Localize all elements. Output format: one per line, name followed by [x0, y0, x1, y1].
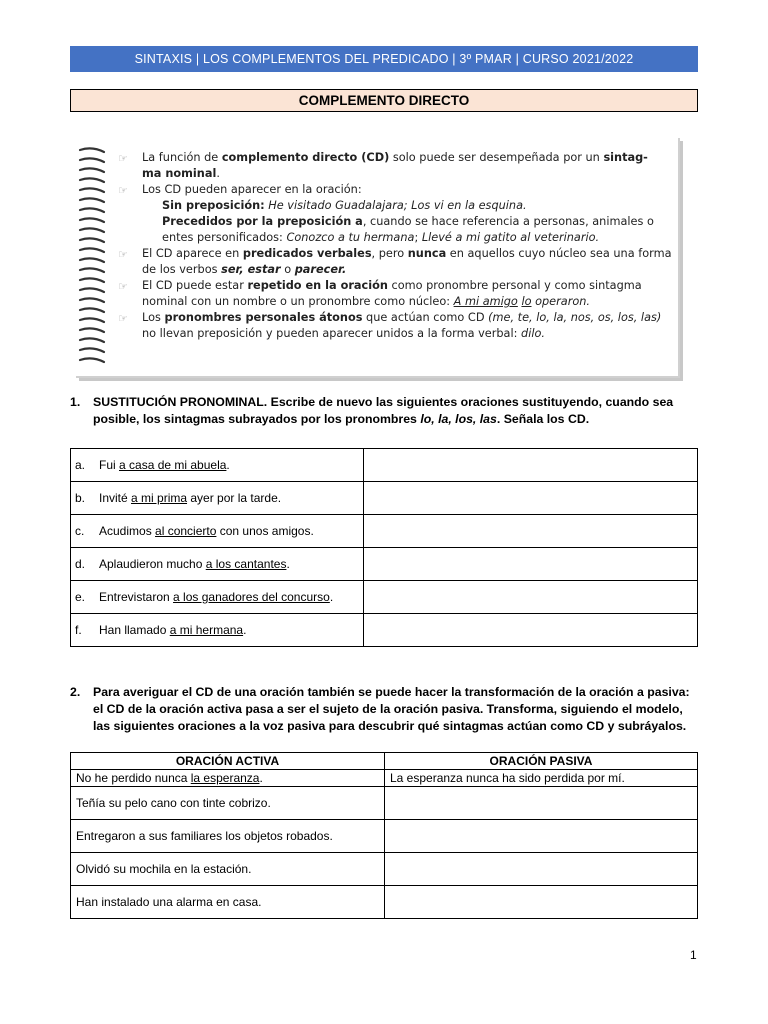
row-letter: b. [75, 491, 86, 505]
column-header-active: ORACIÓN ACTIVA [71, 753, 385, 770]
answer-cell[interactable] [364, 515, 698, 548]
answer-cell[interactable] [364, 581, 698, 614]
table-row [71, 820, 698, 853]
exercise2-table [70, 752, 698, 919]
passive-answer-cell[interactable] [385, 886, 698, 919]
section-title-text: COMPLEMENTO DIRECTO [298, 93, 470, 108]
row-letter: e. [75, 590, 86, 604]
hand-pointer-icon: ☞ [118, 248, 128, 261]
model-row [71, 770, 698, 787]
sentence-cell: e. Entrevistaron a los ganadores del concurso. [71, 581, 364, 614]
table-row [71, 614, 698, 647]
row-letter: f. [75, 623, 82, 637]
exercise2-instruction [70, 684, 700, 735]
theory-subitem: Precedidos por la preposición a, cuando se hace referencia a personas, animales o entes personificados: Conozco a tu hermana; Llevé a mi gatito al veterinario. [162, 215, 654, 244]
active-sentence-cell: Entregaron a sus familiares los objetos robados. [71, 820, 385, 853]
hand-pointer-icon: ☞ [118, 280, 128, 293]
hand-pointer-icon: ☞ [118, 312, 128, 325]
hand-pointer-icon: ☞ [118, 152, 128, 165]
sentence-cell: c. Acudimos al concierto con unos amigos. [71, 515, 364, 548]
active-sentence-cell: Han instalado una alarma en casa. [71, 886, 385, 919]
row-letter: d. [75, 557, 86, 571]
hand-pointer-icon: ☞ [118, 184, 128, 197]
sentence-cell: f. Han llamado a mi hermana. [71, 614, 364, 647]
exercise2-number: 2. [70, 685, 81, 699]
theory-item: ☞ El CD aparece en predicados verbales, pero nunca en aquellos cuyo núcleo sea una forma de los verbos ser, estar o parecer. [118, 247, 672, 276]
answer-cell[interactable] [364, 614, 698, 647]
sentence-cell: b. Invité a mi prima ayer por la tarde. [71, 482, 364, 515]
exercise1-text: SUSTITUCIÓN PRONOMINAL. Escribe de nuevo las siguientes oraciones sustituyendo, cuando sea posible, los sintagmas subrayados por los pronombres lo, la, los, las. Señala los CD. [93, 395, 674, 426]
answer-cell[interactable] [364, 482, 698, 515]
exercise1-instruction [70, 394, 700, 428]
theory-text [116, 150, 672, 342]
table-row [71, 581, 698, 614]
theory-notebook-image [76, 138, 680, 378]
table-row [71, 515, 698, 548]
answer-cell[interactable] [364, 449, 698, 482]
answer-cell[interactable] [364, 548, 698, 581]
model-active-cell: No he perdido nunca la esperanza. [71, 770, 385, 787]
table-row [71, 482, 698, 515]
theory-item: ☞ La función de complemento directo (CD) solo puede ser desempeñada por un sintag- ma nominal. [118, 151, 648, 180]
table-row [71, 853, 698, 886]
row-letter: c. [75, 524, 85, 538]
page-number: 1 [690, 948, 697, 962]
exercise2-text: Para averiguar el CD de una oración también se puede hacer la transformación de la oración a pasiva: el CD de la oración activa pasa a ser el sujeto de la oración pasiva. Transforma, siguiendo el modelo, las siguientes oraciones a la voz pasiva para descubrir qué sintagmas actúan como CD y subráyalos. [93, 685, 690, 733]
passive-answer-cell[interactable] [385, 853, 698, 886]
passive-answer-cell[interactable] [385, 787, 698, 820]
table-row [71, 886, 698, 919]
theory-item: ☞ El CD puede estar repetido en la oración como pronombre personal y como sintagma nominal con un nombre o un pronombre como núcleo: A mi amigo lo operaron. [118, 279, 642, 308]
exercise1-table [70, 448, 698, 647]
column-header-passive: ORACIÓN PASIVA [385, 753, 698, 770]
sentence-cell: d. Aplaudieron mucho a los cantantes. [71, 548, 364, 581]
table-row [71, 449, 698, 482]
notebook-spiral-icon [76, 144, 110, 370]
section-title [70, 89, 698, 112]
document-header-banner [70, 46, 698, 72]
header-banner-text: SINTAXIS | LOS COMPLEMENTOS DEL PREDICADO | 3º PMAR | CURSO 2021/2022 [134, 52, 634, 66]
sentence-cell: a. Fui a casa de mi abuela. [71, 449, 364, 482]
theory-subitem: Sin preposición: He visitado Guadalajara; Los vi en la esquina. [162, 199, 527, 212]
table-row [71, 787, 698, 820]
theory-item: ☞ Los CD pueden aparecer en la oración: [118, 183, 362, 197]
theory-item: ☞ Los pronombres personales átonos que actúan como CD (me, te, lo, la, nos, os, los, las) no llevan preposición y pueden aparecer unidos a la forma verbal: dilo. [118, 311, 662, 340]
active-sentence-cell: Teñía su pelo cano con tinte cobrizo. [71, 787, 385, 820]
model-passive-cell: La esperanza nunca ha sido perdida por mí. [385, 770, 698, 787]
row-letter: a. [75, 458, 86, 472]
exercise1-number: 1. [70, 395, 81, 409]
passive-answer-cell[interactable] [385, 820, 698, 853]
active-sentence-cell: Olvidó su mochila en la estación. [71, 853, 385, 886]
table-row [71, 548, 698, 581]
